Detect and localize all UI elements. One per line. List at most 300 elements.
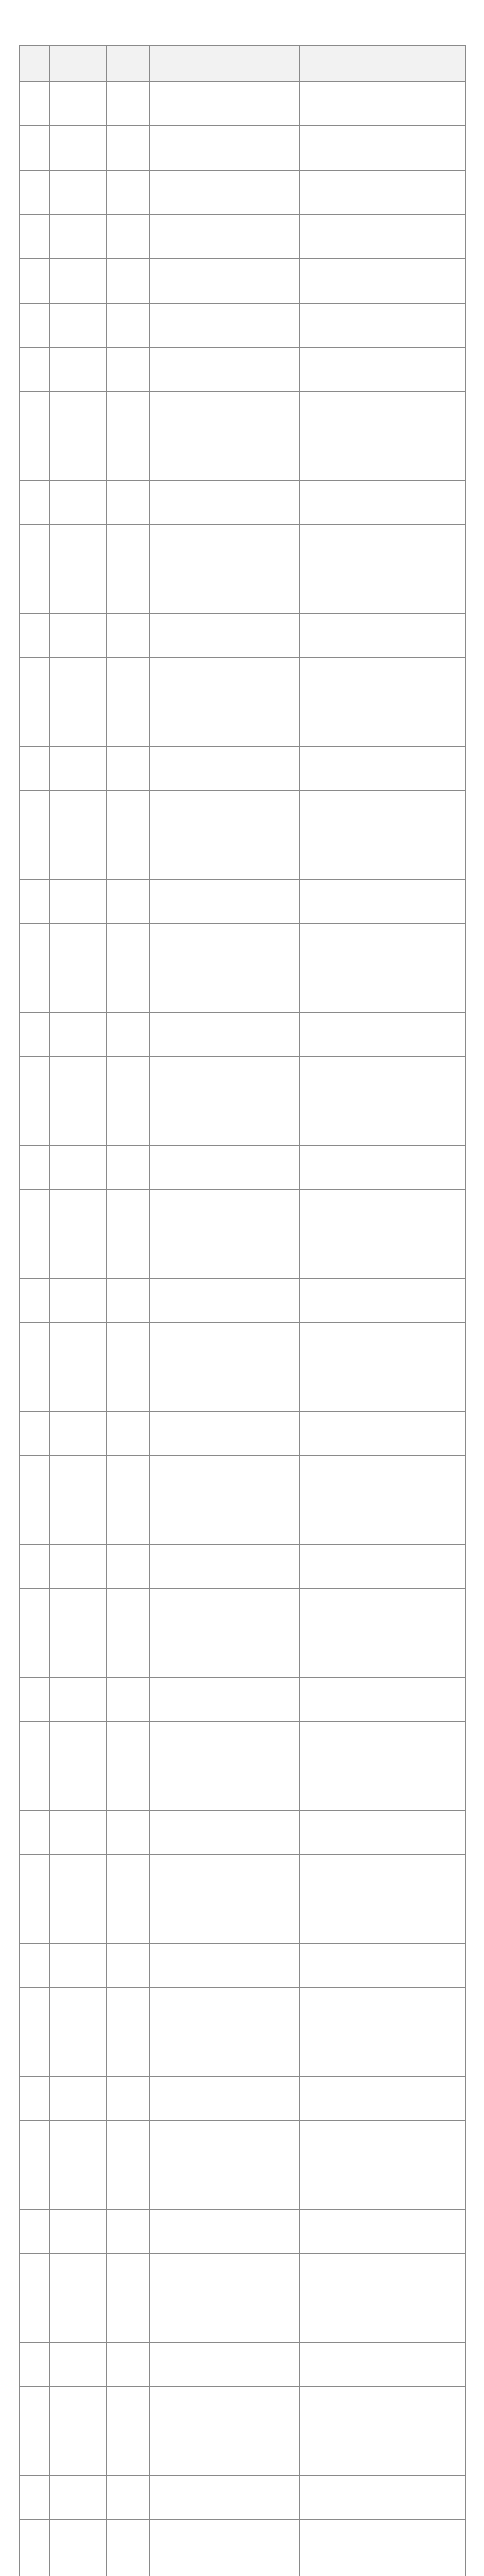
cell-name bbox=[49, 1234, 106, 1279]
cell-gender bbox=[106, 481, 149, 525]
cell-index bbox=[19, 525, 49, 569]
cell-gender bbox=[106, 1146, 149, 1190]
header-field bbox=[299, 46, 465, 82]
cell-workplace bbox=[149, 2431, 299, 2476]
cell-field bbox=[299, 1190, 465, 1234]
cell-workplace bbox=[149, 82, 299, 126]
cell-name bbox=[49, 1589, 106, 1633]
cell-gender bbox=[106, 215, 149, 259]
cell-index bbox=[19, 2431, 49, 2476]
cell-name bbox=[49, 2121, 106, 2165]
cell-index bbox=[19, 2387, 49, 2431]
cell-workplace bbox=[149, 2121, 299, 2165]
cell-gender bbox=[106, 126, 149, 171]
table-row bbox=[19, 2387, 465, 2431]
cell-name bbox=[49, 126, 106, 171]
cell-name bbox=[49, 481, 106, 525]
cell-field bbox=[299, 1146, 465, 1190]
cell-gender bbox=[106, 171, 149, 215]
cell-name bbox=[49, 2387, 106, 2431]
cell-gender bbox=[106, 2564, 149, 2576]
cell-name bbox=[49, 1722, 106, 1766]
cell-workplace bbox=[149, 1899, 299, 1944]
table-row bbox=[19, 126, 465, 171]
cell-gender bbox=[106, 348, 149, 392]
cell-field bbox=[299, 348, 465, 392]
cell-field bbox=[299, 2387, 465, 2431]
table-row bbox=[19, 525, 465, 569]
cell-workplace bbox=[149, 702, 299, 747]
table-row bbox=[19, 1412, 465, 1456]
cell-workplace bbox=[149, 614, 299, 658]
table-row bbox=[19, 1944, 465, 1988]
table-row bbox=[19, 304, 465, 348]
cell-field bbox=[299, 924, 465, 968]
cell-gender bbox=[106, 1633, 149, 1678]
table-row bbox=[19, 348, 465, 392]
cell-gender bbox=[106, 2298, 149, 2343]
cell-workplace bbox=[149, 1589, 299, 1633]
cell-gender bbox=[106, 259, 149, 304]
cell-index bbox=[19, 259, 49, 304]
cell-field bbox=[299, 2564, 465, 2576]
cell-workplace bbox=[149, 2343, 299, 2387]
cell-index bbox=[19, 702, 49, 747]
table-row bbox=[19, 1101, 465, 1146]
cell-workplace bbox=[149, 1146, 299, 1190]
cell-index bbox=[19, 2343, 49, 2387]
cell-name bbox=[49, 2298, 106, 2343]
cell-index bbox=[19, 392, 49, 436]
header-name bbox=[49, 46, 106, 82]
cell-index bbox=[19, 614, 49, 658]
cell-field bbox=[299, 1367, 465, 1412]
cell-workplace bbox=[149, 1545, 299, 1589]
cell-gender bbox=[106, 1190, 149, 1234]
table-row bbox=[19, 968, 465, 1013]
cell-index bbox=[19, 2520, 49, 2564]
cell-gender bbox=[106, 1101, 149, 1146]
table-row bbox=[19, 215, 465, 259]
cell-index bbox=[19, 747, 49, 791]
cell-name bbox=[49, 436, 106, 481]
cell-index bbox=[19, 1855, 49, 1899]
cell-field bbox=[299, 702, 465, 747]
table-row bbox=[19, 1855, 465, 1899]
cell-workplace bbox=[149, 2032, 299, 2077]
cell-index bbox=[19, 1500, 49, 1545]
cell-field bbox=[299, 2476, 465, 2520]
cell-workplace bbox=[149, 2210, 299, 2254]
cell-gender bbox=[106, 1013, 149, 1057]
cell-workplace bbox=[149, 1412, 299, 1456]
cell-gender bbox=[106, 1944, 149, 1988]
cell-index bbox=[19, 1456, 49, 1500]
cell-index bbox=[19, 2077, 49, 2121]
cell-gender bbox=[106, 1545, 149, 1589]
cell-name bbox=[49, 1367, 106, 1412]
cell-name bbox=[49, 1855, 106, 1899]
cell-name bbox=[49, 304, 106, 348]
cell-gender bbox=[106, 1722, 149, 1766]
cell-name bbox=[49, 1013, 106, 1057]
table-row bbox=[19, 1279, 465, 1323]
cell-name bbox=[49, 880, 106, 924]
cell-gender bbox=[106, 1766, 149, 1811]
cell-field bbox=[299, 1545, 465, 1589]
cell-field bbox=[299, 1722, 465, 1766]
cell-field bbox=[299, 1766, 465, 1811]
cell-workplace bbox=[149, 126, 299, 171]
table-row bbox=[19, 1323, 465, 1367]
cell-field bbox=[299, 1500, 465, 1545]
cell-field bbox=[299, 126, 465, 171]
cell-index bbox=[19, 791, 49, 835]
cell-field bbox=[299, 1811, 465, 1855]
cell-gender bbox=[106, 82, 149, 126]
cell-name bbox=[49, 1323, 106, 1367]
cell-gender bbox=[106, 835, 149, 880]
table-row bbox=[19, 2210, 465, 2254]
cell-gender bbox=[106, 1855, 149, 1899]
cell-name bbox=[49, 2077, 106, 2121]
cell-workplace bbox=[149, 2520, 299, 2564]
table-row bbox=[19, 2254, 465, 2298]
cell-gender bbox=[106, 924, 149, 968]
cell-workplace bbox=[149, 1811, 299, 1855]
cell-gender bbox=[106, 2476, 149, 2520]
cell-gender bbox=[106, 1323, 149, 1367]
cell-workplace bbox=[149, 1190, 299, 1234]
cell-index bbox=[19, 436, 49, 481]
cell-workplace bbox=[149, 2077, 299, 2121]
cell-gender bbox=[106, 1367, 149, 1412]
table-row bbox=[19, 1811, 465, 1855]
cell-gender bbox=[106, 2121, 149, 2165]
cell-workplace bbox=[149, 880, 299, 924]
cell-index bbox=[19, 968, 49, 1013]
cell-index bbox=[19, 171, 49, 215]
table-row bbox=[19, 436, 465, 481]
cell-field bbox=[299, 82, 465, 126]
cell-field bbox=[299, 304, 465, 348]
cell-gender bbox=[106, 747, 149, 791]
cell-name bbox=[49, 2254, 106, 2298]
cell-index bbox=[19, 2476, 49, 2520]
cell-gender bbox=[106, 1057, 149, 1101]
cell-gender bbox=[106, 791, 149, 835]
cell-name bbox=[49, 569, 106, 614]
table-header-row bbox=[19, 46, 465, 82]
cell-index bbox=[19, 2121, 49, 2165]
cell-workplace bbox=[149, 1633, 299, 1678]
table-row bbox=[19, 2121, 465, 2165]
table-row bbox=[19, 924, 465, 968]
table-row bbox=[19, 2564, 465, 2576]
cell-gender bbox=[106, 1988, 149, 2032]
cell-index bbox=[19, 2254, 49, 2298]
cell-gender bbox=[106, 1811, 149, 1855]
cell-gender bbox=[106, 1589, 149, 1633]
table-row bbox=[19, 880, 465, 924]
cell-workplace bbox=[149, 791, 299, 835]
cell-index bbox=[19, 1146, 49, 1190]
cell-name bbox=[49, 1101, 106, 1146]
cell-index bbox=[19, 2210, 49, 2254]
table-row bbox=[19, 1234, 465, 1279]
cell-name bbox=[49, 2343, 106, 2387]
cell-index bbox=[19, 1766, 49, 1811]
cell-index bbox=[19, 1678, 49, 1722]
cell-workplace bbox=[149, 1279, 299, 1323]
cell-workplace bbox=[149, 2564, 299, 2576]
cell-gender bbox=[106, 2520, 149, 2564]
cell-field bbox=[299, 2121, 465, 2165]
cell-workplace bbox=[149, 1722, 299, 1766]
cell-name bbox=[49, 171, 106, 215]
cell-gender bbox=[106, 1456, 149, 1500]
cell-field bbox=[299, 614, 465, 658]
cell-index bbox=[19, 2564, 49, 2576]
cell-name bbox=[49, 1944, 106, 1988]
cell-field bbox=[299, 2254, 465, 2298]
cell-name bbox=[49, 1500, 106, 1545]
cell-name bbox=[49, 968, 106, 1013]
cell-field bbox=[299, 1412, 465, 1456]
cell-gender bbox=[106, 392, 149, 436]
cell-index bbox=[19, 304, 49, 348]
cell-field bbox=[299, 747, 465, 791]
cell-workplace bbox=[149, 1944, 299, 1988]
cell-index bbox=[19, 1190, 49, 1234]
cell-field bbox=[299, 1678, 465, 1722]
table-row bbox=[19, 1766, 465, 1811]
table-row bbox=[19, 392, 465, 436]
cell-name bbox=[49, 1811, 106, 1855]
cell-index bbox=[19, 569, 49, 614]
cell-workplace bbox=[149, 1678, 299, 1722]
cell-workplace bbox=[149, 968, 299, 1013]
cell-field bbox=[299, 1633, 465, 1678]
cell-name bbox=[49, 1279, 106, 1323]
cell-field bbox=[299, 1988, 465, 2032]
cell-workplace bbox=[149, 1323, 299, 1367]
cell-field bbox=[299, 968, 465, 1013]
cell-field bbox=[299, 171, 465, 215]
cell-name bbox=[49, 1545, 106, 1589]
table-row bbox=[19, 2165, 465, 2210]
cell-index bbox=[19, 1633, 49, 1678]
cell-index bbox=[19, 1722, 49, 1766]
cell-index bbox=[19, 835, 49, 880]
cell-gender bbox=[106, 2032, 149, 2077]
cell-index bbox=[19, 880, 49, 924]
cell-gender bbox=[106, 525, 149, 569]
table-row bbox=[19, 1988, 465, 2032]
cell-name bbox=[49, 2431, 106, 2476]
cell-field bbox=[299, 1323, 465, 1367]
cell-workplace bbox=[149, 1013, 299, 1057]
table-row bbox=[19, 259, 465, 304]
cell-field bbox=[299, 1279, 465, 1323]
cell-name bbox=[49, 1456, 106, 1500]
table-row bbox=[19, 1633, 465, 1678]
cell-field bbox=[299, 1057, 465, 1101]
header-gender bbox=[106, 46, 149, 82]
cell-name bbox=[49, 924, 106, 968]
cell-field bbox=[299, 569, 465, 614]
table-body bbox=[19, 82, 465, 2576]
cell-workplace bbox=[149, 171, 299, 215]
cell-workplace bbox=[149, 1234, 299, 1279]
table-row bbox=[19, 1057, 465, 1101]
table-row bbox=[19, 1545, 465, 1589]
table-row bbox=[19, 1899, 465, 1944]
table-row bbox=[19, 2520, 465, 2564]
cell-gender bbox=[106, 1234, 149, 1279]
cell-name bbox=[49, 1766, 106, 1811]
table-row bbox=[19, 171, 465, 215]
cell-index bbox=[19, 1988, 49, 2032]
table-row bbox=[19, 791, 465, 835]
cell-field bbox=[299, 2077, 465, 2121]
cell-field bbox=[299, 215, 465, 259]
cell-workplace bbox=[149, 392, 299, 436]
table-row bbox=[19, 614, 465, 658]
cell-name bbox=[49, 1899, 106, 1944]
cell-field bbox=[299, 1855, 465, 1899]
table-row bbox=[19, 1013, 465, 1057]
table-row bbox=[19, 1190, 465, 1234]
cell-field bbox=[299, 880, 465, 924]
cell-name bbox=[49, 1146, 106, 1190]
cell-field bbox=[299, 1234, 465, 1279]
cell-index bbox=[19, 1899, 49, 1944]
cell-field bbox=[299, 436, 465, 481]
cell-index bbox=[19, 481, 49, 525]
cell-name bbox=[49, 658, 106, 702]
table-row bbox=[19, 1722, 465, 1766]
cell-field bbox=[299, 2210, 465, 2254]
cell-field bbox=[299, 2298, 465, 2343]
cell-field bbox=[299, 2165, 465, 2210]
cell-workplace bbox=[149, 215, 299, 259]
cell-workplace bbox=[149, 747, 299, 791]
cell-gender bbox=[106, 2343, 149, 2387]
cell-workplace bbox=[149, 569, 299, 614]
cell-index bbox=[19, 658, 49, 702]
cell-name bbox=[49, 835, 106, 880]
cell-name bbox=[49, 1633, 106, 1678]
cell-field bbox=[299, 481, 465, 525]
cell-gender bbox=[106, 2077, 149, 2121]
table-row bbox=[19, 481, 465, 525]
cell-name bbox=[49, 614, 106, 658]
cell-index bbox=[19, 1279, 49, 1323]
cell-name bbox=[49, 702, 106, 747]
cell-index bbox=[19, 1545, 49, 1589]
cell-gender bbox=[106, 614, 149, 658]
cell-field bbox=[299, 259, 465, 304]
page-title bbox=[0, 0, 484, 22]
cell-index bbox=[19, 1589, 49, 1633]
cell-field bbox=[299, 392, 465, 436]
table-row bbox=[19, 2077, 465, 2121]
cell-gender bbox=[106, 1412, 149, 1456]
cell-workplace bbox=[149, 304, 299, 348]
cell-index bbox=[19, 348, 49, 392]
cell-index bbox=[19, 1101, 49, 1146]
header-index bbox=[19, 46, 49, 82]
cell-workplace bbox=[149, 1855, 299, 1899]
cell-name bbox=[49, 1988, 106, 2032]
cell-name bbox=[49, 2476, 106, 2520]
cell-field bbox=[299, 658, 465, 702]
cell-gender bbox=[106, 2431, 149, 2476]
table-row bbox=[19, 1146, 465, 1190]
cell-name bbox=[49, 1190, 106, 1234]
cell-workplace bbox=[149, 525, 299, 569]
cell-index bbox=[19, 2298, 49, 2343]
cell-workplace bbox=[149, 1766, 299, 1811]
cell-index bbox=[19, 215, 49, 259]
cell-name bbox=[49, 392, 106, 436]
cell-workplace bbox=[149, 348, 299, 392]
table-row bbox=[19, 569, 465, 614]
cell-index bbox=[19, 1013, 49, 1057]
cell-index bbox=[19, 1234, 49, 1279]
table-row bbox=[19, 1500, 465, 1545]
cell-index bbox=[19, 1323, 49, 1367]
table-row bbox=[19, 835, 465, 880]
cell-workplace bbox=[149, 1456, 299, 1500]
cell-gender bbox=[106, 968, 149, 1013]
table-row bbox=[19, 2476, 465, 2520]
cell-field bbox=[299, 525, 465, 569]
cell-gender bbox=[106, 569, 149, 614]
table-row bbox=[19, 747, 465, 791]
header-workplace bbox=[149, 46, 299, 82]
cell-name bbox=[49, 791, 106, 835]
table-row bbox=[19, 2298, 465, 2343]
cell-workplace bbox=[149, 835, 299, 880]
cell-field bbox=[299, 1944, 465, 1988]
cell-index bbox=[19, 1412, 49, 1456]
cell-field bbox=[299, 1456, 465, 1500]
cell-gender bbox=[106, 2165, 149, 2210]
cell-gender bbox=[106, 1899, 149, 1944]
table-row bbox=[19, 2431, 465, 2476]
cell-gender bbox=[106, 1678, 149, 1722]
table-row bbox=[19, 702, 465, 747]
cell-workplace bbox=[149, 2387, 299, 2431]
cell-index bbox=[19, 1811, 49, 1855]
cell-gender bbox=[106, 1279, 149, 1323]
cell-field bbox=[299, 1101, 465, 1146]
table-row bbox=[19, 2343, 465, 2387]
table-row bbox=[19, 658, 465, 702]
table-row bbox=[19, 1367, 465, 1412]
cell-field bbox=[299, 2431, 465, 2476]
cell-field bbox=[299, 2343, 465, 2387]
cell-workplace bbox=[149, 259, 299, 304]
cell-index bbox=[19, 126, 49, 171]
cell-gender bbox=[106, 880, 149, 924]
cell-workplace bbox=[149, 2254, 299, 2298]
cell-name bbox=[49, 348, 106, 392]
cell-index bbox=[19, 1057, 49, 1101]
cell-gender bbox=[106, 658, 149, 702]
